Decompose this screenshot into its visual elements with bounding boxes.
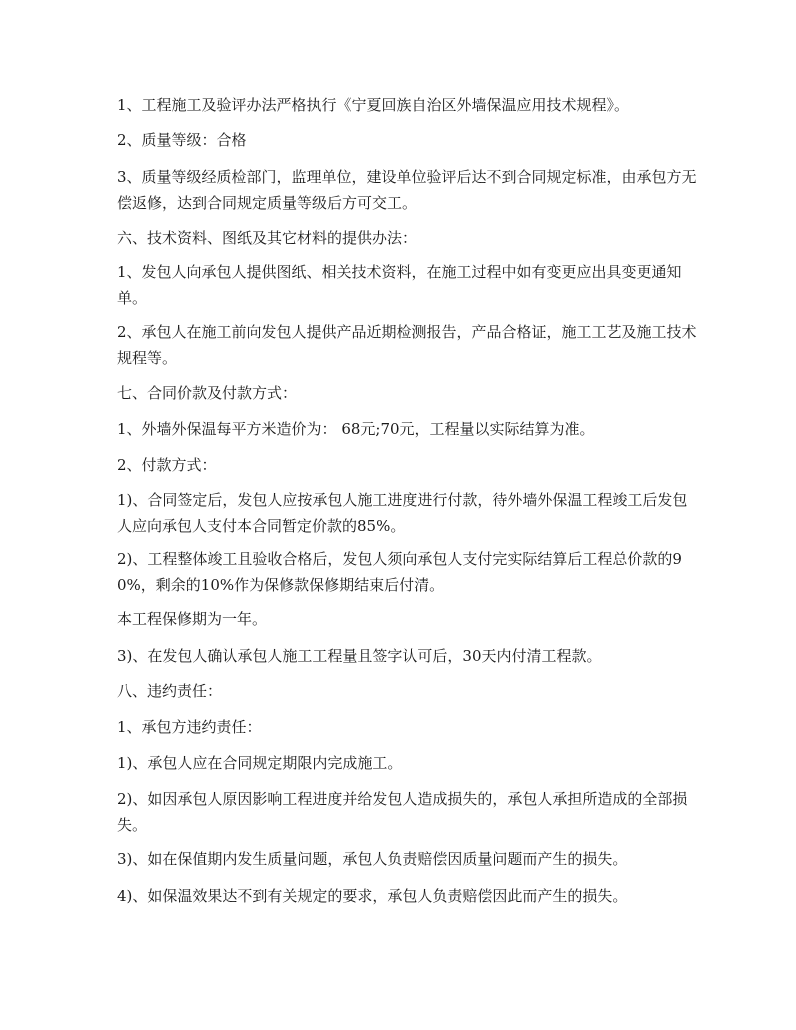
section-heading-six: 六、技术资料、图纸及其它材料的提供办法： [117,229,418,247]
paragraph-payment-final: 2)、工程整体竣工且验收合格后，发包人须向承包人支付完实际结算后工程总价款的90%，剩余的10%作为保修款保修期结束后付清。 [117,550,682,594]
paragraph-quality-losses: 3)、如在保值期内发生质量问题，承包人负责赔偿因质量问题而产生的损失。 [117,850,628,868]
paragraph-payment-progress: 1)、合同签定后，发包人应按承包人施工进度进行付款，待外墙外保温工程竣工后发包人应向承包人支付本合同暂定价款的85%。 [117,491,688,535]
paragraph-warranty-period: 本工程保修期为一年。 [117,610,268,628]
paragraph-quality-inspection: 3、质量等级经质检部门，监理单位，建设单位验评后达不到合同规定标准，由承包方无偿返修，达到合同规定质量等级后方可交工。 [117,168,697,212]
section-heading-eight: 八、违约责任： [117,682,223,700]
section-heading-seven: 七、合同价款及付款方式： [117,384,298,402]
paragraph-quality-standard: 1、工程施工及验评办法严格执行《宁夏回族自治区外墙保温应用技术规程》。 [117,96,630,114]
paragraph-delay-losses: 2)、如因承包人原因影响工程进度并给发包人造成损失的，承包人承担所造成的全部损失。 [117,790,688,834]
paragraph-complete-on-time: 1)、承包人应在合同规定期限内完成施工。 [117,754,403,772]
paragraph-unit-price: 1、外墙外保温每平方米造价为： 68元;70元，工程量以实际结算为准。 [117,420,595,438]
paragraph-payment-method: 2、付款方式： [117,456,217,474]
paragraph-contractor-liability: 1、承包方违约责任： [117,718,262,736]
paragraph-payment-thirty-days: 3)、在发包人确认承包人施工工程量且签字认可后，30天内付清工程款。 [117,647,602,665]
paragraph-contractor-provides-reports: 2、承包人在施工前向发包人提供产品近期检测报告，产品合格证，施工工艺及施工技术规程等。 [117,323,697,367]
paragraph-quality-grade: 2、质量等级：合格 [117,131,247,149]
paragraph-owner-provides-drawings: 1、发包人向承包人提供图纸、相关技术资料，在施工过程中如有变更应出具变更通知单。 [117,263,682,307]
paragraph-insulation-losses: 4)、如保温效果达不到有关规定的要求，承包人负责赔偿因此而产生的损失。 [117,887,628,905]
